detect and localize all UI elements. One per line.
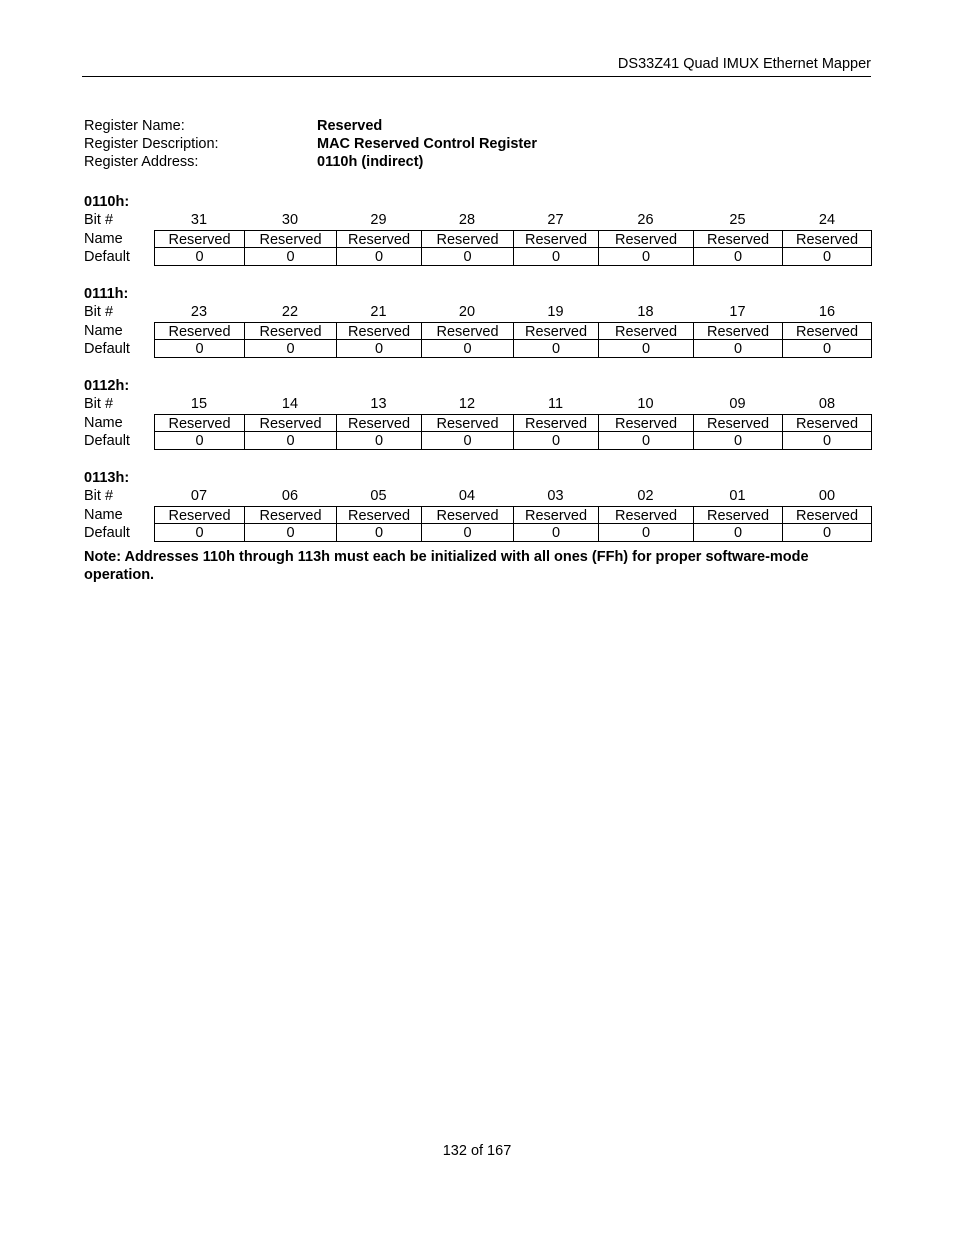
bit-number: 06 (281, 488, 299, 504)
bit-number: 00 (818, 488, 836, 504)
bit-number: 23 (190, 304, 208, 320)
row-label: Bit # (84, 212, 114, 228)
register-description-row (84, 135, 784, 153)
bit-default-cell: 0 (693, 524, 782, 542)
section-address: 0111h: (84, 286, 129, 302)
bit-default-cell: 0 (154, 340, 244, 358)
bit-name-cell: Reserved (336, 414, 421, 432)
row-label: Default (84, 341, 130, 357)
bit-number: 10 (637, 396, 654, 412)
section-address: 0110h: (84, 194, 130, 210)
row-label: Name (84, 323, 123, 339)
bit-name-cell: Reserved (244, 322, 336, 340)
bit-number: 16 (818, 304, 836, 320)
bit-default-cell: 0 (598, 432, 693, 450)
bit-name-cell: Reserved (513, 414, 598, 432)
bit-name-cell: Reserved (513, 230, 598, 248)
name-row (84, 322, 874, 340)
bit-default-cell: 0 (693, 340, 782, 358)
bit-default-cell: 0 (244, 340, 336, 358)
bit-row (84, 487, 874, 505)
bit-default-cell: 0 (513, 524, 598, 542)
bit-number: 28 (458, 212, 476, 228)
bit-name-cell: Reserved (154, 414, 244, 432)
bit-default-cell: 0 (782, 340, 872, 358)
bit-default-cell: 0 (421, 524, 513, 542)
bit-default-cell: 0 (598, 248, 693, 266)
bit-name-cell: Reserved (782, 506, 872, 524)
bit-name-cell: Reserved (244, 230, 336, 248)
row-label: Bit # (84, 396, 114, 412)
bit-default-cell: 0 (513, 432, 598, 450)
bit-number: 25 (729, 212, 746, 228)
row-label: Bit # (84, 488, 114, 504)
register-section (84, 193, 874, 266)
bit-default-cell: 0 (782, 248, 872, 266)
bit-default-cell: 0 (513, 340, 598, 358)
bit-default-cell: 0 (598, 340, 693, 358)
bit-name-cell: Reserved (513, 322, 598, 340)
bit-default-cell: 0 (336, 524, 421, 542)
bit-name-cell: Reserved (154, 230, 244, 248)
bit-name-cell: Reserved (598, 230, 693, 248)
bit-default-cell: 0 (421, 340, 513, 358)
bit-number: 04 (458, 488, 476, 504)
register-description-value: MAC Reserved Control Register (317, 136, 537, 152)
bit-name-cell: Reserved (782, 322, 872, 340)
bit-number: 21 (370, 304, 387, 320)
bit-default-cell: 0 (244, 432, 336, 450)
row-label: Default (84, 249, 130, 265)
bit-name-cell: Reserved (336, 322, 421, 340)
register-name-value: Reserved (317, 118, 383, 134)
bit-default-cell: 0 (421, 248, 513, 266)
default-row (84, 248, 874, 266)
bit-default-cell: 0 (336, 248, 421, 266)
bit-row (84, 395, 874, 413)
row-label: Default (84, 525, 130, 541)
bit-number: 13 (370, 396, 387, 412)
bit-name-cell: Reserved (244, 506, 336, 524)
bit-name-cell: Reserved (421, 230, 513, 248)
bit-row (84, 303, 874, 321)
bit-name-cell: Reserved (154, 322, 244, 340)
row-label: Bit # (84, 304, 114, 320)
bit-number: 20 (458, 304, 476, 320)
bit-name-cell: Reserved (782, 414, 872, 432)
bit-name-cell: Reserved (598, 506, 693, 524)
bit-number: 07 (190, 488, 208, 504)
register-section (84, 377, 874, 450)
bit-default-cell: 0 (336, 340, 421, 358)
bit-default-cell: 0 (421, 432, 513, 450)
name-row (84, 414, 874, 432)
page-header (82, 56, 871, 77)
register-address-value: 0110h (indirect) (317, 154, 424, 170)
default-row (84, 432, 874, 450)
bit-number: 03 (547, 488, 564, 504)
bit-default-cell: 0 (513, 248, 598, 266)
default-row (84, 340, 874, 358)
name-row (84, 506, 874, 524)
bit-default-cell: 0 (244, 248, 336, 266)
name-row (84, 230, 874, 248)
register-name-row (84, 117, 784, 135)
bit-default-cell: 0 (154, 524, 244, 542)
bit-number: 05 (370, 488, 387, 504)
bit-name-cell: Reserved (693, 322, 782, 340)
bit-default-cell: 0 (782, 432, 872, 450)
bit-number: 14 (281, 396, 299, 412)
bit-name-cell: Reserved (693, 230, 782, 248)
bit-number: 17 (729, 304, 746, 320)
bit-name-cell: Reserved (421, 322, 513, 340)
bit-name-cell: Reserved (336, 506, 421, 524)
bit-number: 12 (458, 396, 476, 412)
bit-number: 15 (190, 396, 208, 412)
bit-name-cell: Reserved (782, 230, 872, 248)
bit-number: 11 (547, 396, 564, 412)
bit-number: 22 (281, 304, 299, 320)
bit-name-cell: Reserved (693, 506, 782, 524)
bit-number: 18 (637, 304, 654, 320)
bit-number: 01 (729, 488, 746, 504)
default-row (84, 524, 874, 542)
document-title: DS33Z41 Quad IMUX Ethernet Mapper (617, 56, 871, 72)
bit-number: 02 (637, 488, 654, 504)
bit-default-cell: 0 (154, 248, 244, 266)
register-description-label: Register Description: (84, 136, 219, 152)
bit-default-cell: 0 (693, 432, 782, 450)
row-label: Name (84, 415, 123, 431)
bit-name-cell: Reserved (598, 322, 693, 340)
bit-default-cell: 0 (154, 432, 244, 450)
section-address: 0112h: (84, 378, 130, 394)
bit-name-cell: Reserved (513, 506, 598, 524)
bit-name-cell: Reserved (154, 506, 244, 524)
register-address-row (84, 153, 784, 171)
bit-name-cell: Reserved (421, 506, 513, 524)
bit-row (84, 211, 874, 229)
bit-default-cell: 0 (598, 524, 693, 542)
bit-number: 19 (547, 304, 564, 320)
row-label: Name (84, 507, 123, 523)
bit-default-cell: 0 (244, 524, 336, 542)
note-text: Note: Addresses 110h through 113h must each be initialized with all ones (FFh) for proper software-mode operation. (84, 549, 809, 583)
register-section (84, 285, 874, 358)
bit-name-cell: Reserved (244, 414, 336, 432)
bit-number: 09 (729, 396, 746, 412)
bit-number: 30 (281, 212, 299, 228)
bit-default-cell: 0 (336, 432, 421, 450)
bit-name-cell: Reserved (336, 230, 421, 248)
register-info (84, 117, 784, 171)
page-number: 132 of 167 (442, 1143, 512, 1159)
bit-number: 08 (818, 396, 836, 412)
bit-default-cell: 0 (782, 524, 872, 542)
bit-name-cell: Reserved (693, 414, 782, 432)
bit-number: 31 (190, 212, 208, 228)
row-label: Name (84, 231, 123, 247)
register-section (84, 469, 874, 542)
bit-number: 24 (818, 212, 836, 228)
register-name-label: Register Name: (84, 118, 185, 134)
bit-default-cell: 0 (693, 248, 782, 266)
section-address: 0113h: (84, 470, 130, 486)
bit-name-cell: Reserved (598, 414, 693, 432)
bit-number: 27 (547, 212, 564, 228)
register-address-label: Register Address: (84, 154, 199, 170)
row-label: Default (84, 433, 130, 449)
bit-name-cell: Reserved (421, 414, 513, 432)
bit-number: 26 (637, 212, 654, 228)
bit-number: 29 (370, 212, 387, 228)
